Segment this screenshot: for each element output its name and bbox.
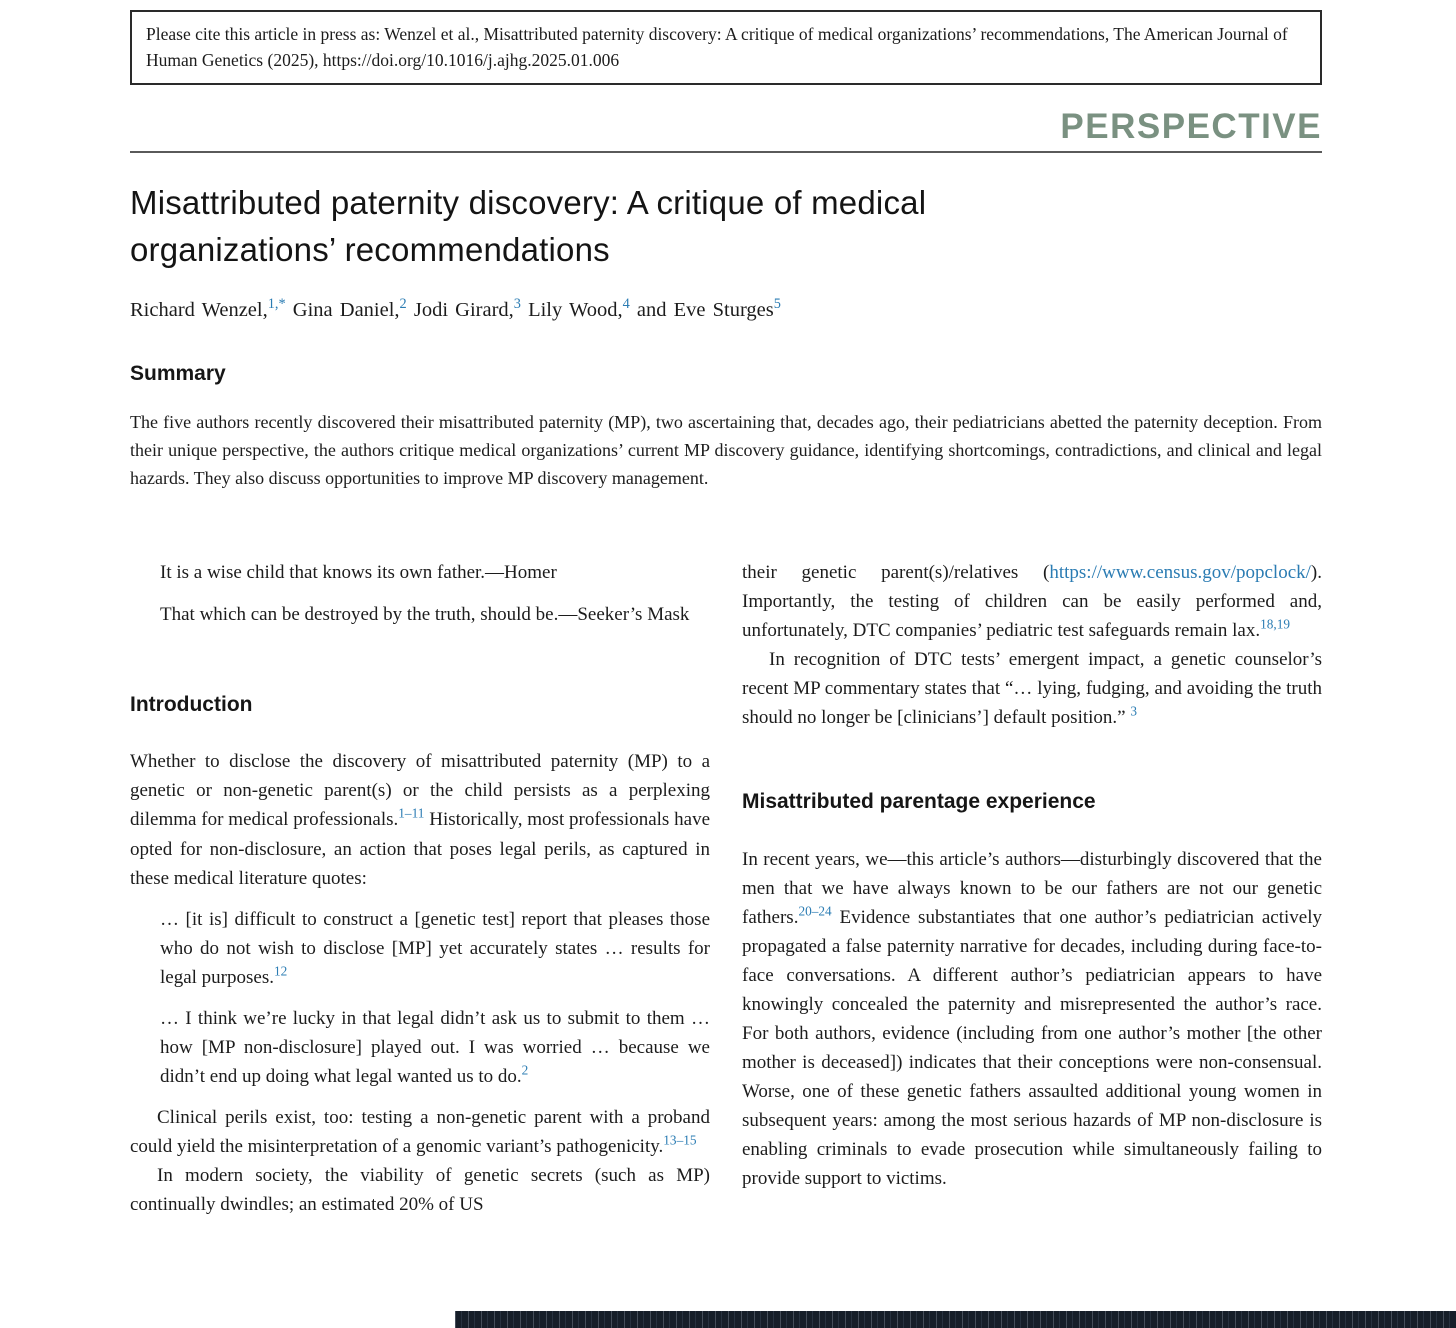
body-paragraph: their genetic parent(s)/relatives (https://www.census.gov/popclock/). Importantly, the testing of children can be easily performed and, unfortunately, DTC companies’ pediatric test safeguards remain lax.$^{18,19}$ [742,562,1322,642]
reference-superscript[interactable]: 2 [521,1062,529,1078]
summary-heading: Summary [130,361,226,385]
reference-superscript[interactable]: 2 [399,296,407,313]
citation-notice: Please cite this article in press as: Wenzel et al., Misattributed paternity discovery: A critique of medical organizations’ recommendations, The American Journal of Human Genetics (2025), https://doi.org/10.1016/j.ajhg.2025.01.006 [130,10,1322,85]
reference-superscript[interactable]: 1,* [267,296,286,313]
article-type-banner [130,107,1322,153]
reference-superscript[interactable]: 20–24 [798,903,832,919]
literature-quote: … [it is] difficult to construct a [genetic test] report that pleases those who do not wish to disclose [MP] yet accurately states … results for legal purposes.$^{12}$ [160,908,710,988]
reference-superscript[interactable]: 1–11 [398,806,425,822]
reference-superscript[interactable]: 3 [1130,704,1138,720]
misattributed-parentage-heading: Misattributed parentage experience [742,790,1096,814]
epigraph-quote-homer: It is a wise child that knows its own father.—Homer [160,562,557,584]
reference-superscript[interactable]: 3 [513,296,521,313]
article-page [130,10,1322,1219]
author-list: Richard Wenzel,$^{1,*}$ Gina Daniel,$^2$ Jodi Girard,$^3$ Lily Wood,$^4$ and Eve Sturges$^5$ [130,296,781,321]
left-column [130,558,710,1219]
introduction-heading: Introduction [130,693,253,717]
reference-superscript[interactable]: 4 [622,296,630,313]
bottom-artifact-bar [455,1311,1456,1328]
reference-superscript[interactable]: 18,19 [1260,616,1291,632]
reference-superscript[interactable]: 13–15 [663,1132,697,1148]
body-paragraph: In modern society, the viability of genetic secrets (such as MP) continually dwindles; an estimated 20% of US [130,1165,710,1216]
literature-quote: … I think we’re lucky in that legal didn’t ask us to submit to them … how [MP non-disclosure] played out. I was worried … because we didn’t end up doing what legal wanted us to do.$^2$ [160,1007,710,1087]
two-column-body [130,558,1322,1219]
right-column [742,558,1322,1219]
body-paragraph: In recent years, we—this article’s authors—disturbingly discovered that the men that we have always known to be our fathers are not our genetic fathers.$^{20-24}$ Evidence substantiates that one author’s pediatrician actively propagated a false paternity narrative for decades, including during face-to-face conversations. A different author’s pediatrician appears to have knowingly concealed the paternity and misrepresented the author’s race. For both authors, evidence (including from one author’s mother [the other mother is deceased]) indicates that their conceptions were non-consensual. Worse, one of these genetic fathers assaulted additional young women in subsequent years: among the most serious hazards of MP non-disclosure is enabling criminals to evade prosecution while simultaneously failing to provide support to victims. [742,848,1322,1190]
body-paragraph: Whether to disclose the discovery of misattributed paternity (MP) to a genetic or non-genetic parent(s) or the child persists as a perplexing dilemma for medical professionals.$^{1-11}$ Historically, most professionals have opted for non-disclosure, an action that poses legal perils, as captured in these medical literature quotes: [130,751,710,889]
article-type-label: PERSPECTIVE [1060,106,1322,146]
reference-superscript[interactable]: 12 [273,963,288,979]
article-title: Misattributed paternity discovery: A critique of medical organizations’ recommendations [130,183,927,268]
body-paragraph: Clinical perils exist, too: testing a non-genetic parent with a proband could yield the misinterpretation of a genomic variant’s pathogenicity.$^{13-15}$ [130,1107,710,1158]
reference-superscript[interactable]: 5 [773,296,781,313]
external-link[interactable]: https://www.census.gov/popclock/ [1049,562,1311,584]
epigraph-quote-seekers-mask: That which can be destroyed by the truth, should be.—Seeker’s Mask [160,604,690,626]
summary-text: The five authors recently discovered their misattributed paternity (MP), two ascertaining that, decades ago, their pediatricians abetted the paternity deception. From their unique perspective, the authors critique medical organizations’ current MP discovery guidance, identifying shortcomings, contradictions, and clinical and legal hazards. They also discuss opportunities to improve MP discovery management. [130,411,1322,489]
body-paragraph: In recognition of DTC tests’ emergent impact, a genetic counselor’s recent MP commentary states that “… lying, fudging, and avoiding the truth should no longer be [clinicians’] default position.” $^3$ [742,649,1322,729]
